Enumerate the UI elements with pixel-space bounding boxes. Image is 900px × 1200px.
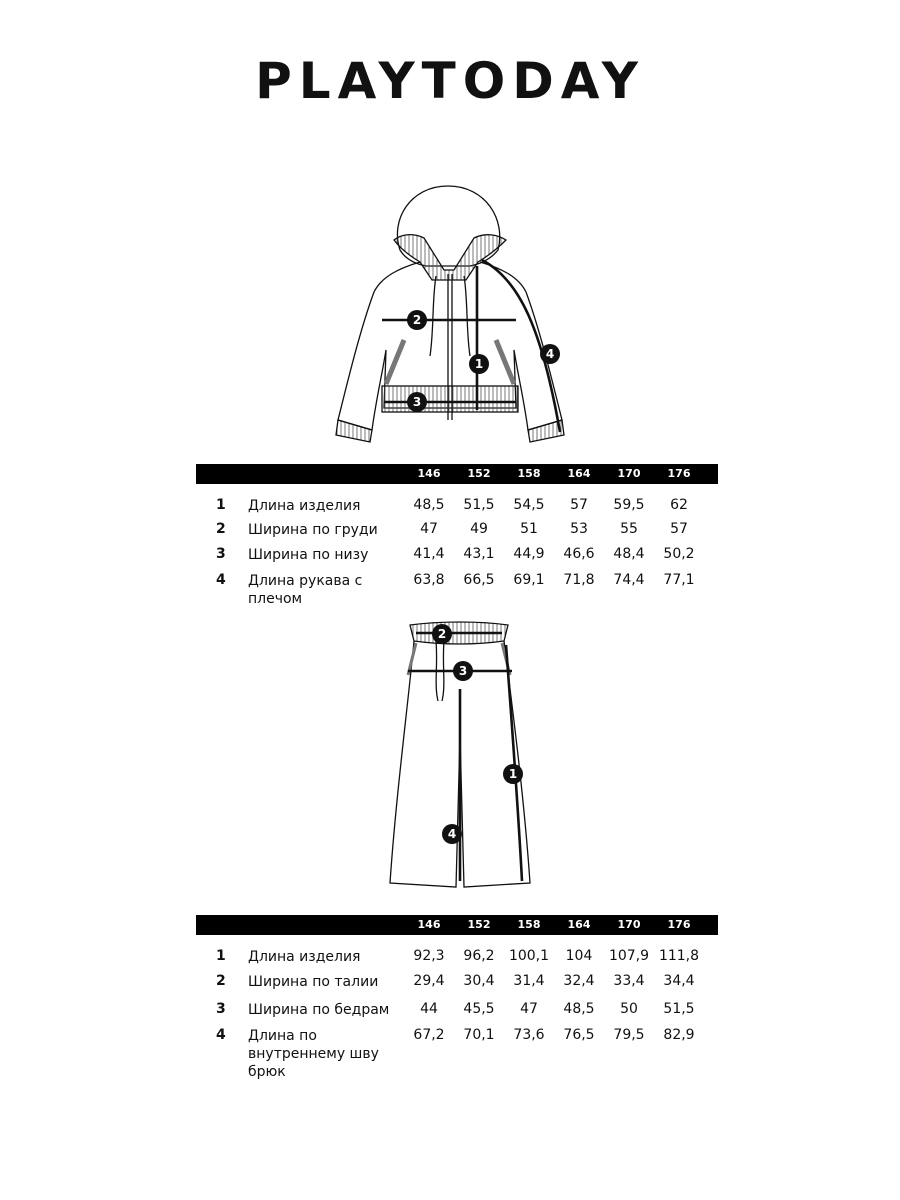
cell-value: 29,4 bbox=[413, 973, 445, 989]
cell-value: 70,1 bbox=[463, 1027, 495, 1043]
cell-value: 76,5 bbox=[563, 1027, 595, 1043]
cell-value: 57 bbox=[670, 521, 688, 537]
cell-value: 74,4 bbox=[613, 572, 645, 588]
cell-value: 82,9 bbox=[663, 1027, 695, 1043]
row-number: 3 bbox=[216, 1001, 226, 1017]
cell-value: 48,4 bbox=[613, 546, 645, 562]
cell-value: 55 bbox=[620, 521, 638, 537]
brand-logo: PLAYTODAY bbox=[255, 52, 645, 110]
size-label: 170 bbox=[617, 467, 641, 480]
callout-2: 2 bbox=[432, 624, 452, 644]
cell-value: 51,5 bbox=[463, 497, 495, 513]
cell-value: 67,2 bbox=[413, 1027, 445, 1043]
row-label: Длина рукава с плечом bbox=[248, 573, 363, 607]
cell-value: 49 bbox=[470, 521, 488, 537]
size-label: 152 bbox=[467, 918, 491, 931]
size-label: 176 bbox=[667, 918, 691, 931]
row-label: Длина изделия bbox=[248, 949, 361, 965]
cell-value: 51 bbox=[520, 521, 538, 537]
callout-4: 4 bbox=[540, 344, 560, 364]
cell-value: 53 bbox=[570, 521, 588, 537]
cell-value: 63,8 bbox=[413, 572, 445, 588]
cell-value: 48,5 bbox=[413, 497, 445, 513]
cell-value: 43,1 bbox=[463, 546, 495, 562]
row-label: Ширина по низу bbox=[248, 547, 369, 563]
cell-value: 57 bbox=[570, 497, 588, 513]
size-label: 146 bbox=[417, 918, 441, 931]
size-header bbox=[196, 464, 718, 484]
size-label: 170 bbox=[617, 918, 641, 931]
cell-value: 48,5 bbox=[563, 1001, 595, 1017]
cell-value: 51,5 bbox=[663, 1001, 695, 1017]
jacket-size-table bbox=[196, 464, 718, 614]
cell-value: 66,5 bbox=[463, 572, 495, 588]
cell-value: 107,9 bbox=[608, 948, 650, 964]
cell-value: 44,9 bbox=[513, 546, 545, 562]
size-label: 176 bbox=[667, 467, 691, 480]
size-header bbox=[196, 915, 718, 935]
cell-value: 50,2 bbox=[663, 546, 695, 562]
row-label: Ширина по груди bbox=[248, 522, 378, 538]
cell-value: 69,1 bbox=[513, 572, 545, 588]
size-label: 152 bbox=[467, 467, 491, 480]
cell-value: 59,5 bbox=[613, 497, 645, 513]
cell-value: 44 bbox=[420, 1001, 438, 1017]
row-number: 2 bbox=[216, 521, 226, 537]
row-number: 1 bbox=[216, 948, 226, 964]
row-number: 2 bbox=[216, 973, 226, 989]
cell-value: 54,5 bbox=[513, 497, 545, 513]
row-label: Ширина по талии bbox=[248, 974, 379, 990]
cell-value: 47 bbox=[520, 1001, 538, 1017]
pants-sketch bbox=[380, 615, 540, 895]
callout-3: 3 bbox=[407, 392, 427, 412]
cell-value: 47 bbox=[420, 521, 438, 537]
size-label: 158 bbox=[517, 467, 541, 480]
row-label: Длина изделия bbox=[248, 498, 361, 514]
callout-1: 1 bbox=[469, 354, 489, 374]
cell-value: 92,3 bbox=[413, 948, 445, 964]
cell-value: 31,4 bbox=[513, 973, 545, 989]
pants-size-table bbox=[196, 915, 718, 1085]
cell-value: 104 bbox=[565, 948, 593, 964]
size-label: 164 bbox=[567, 467, 591, 480]
size-label: 146 bbox=[417, 467, 441, 480]
row-number: 1 bbox=[216, 497, 226, 513]
cell-value: 79,5 bbox=[613, 1027, 645, 1043]
cell-value: 33,4 bbox=[613, 973, 645, 989]
cell-value: 111,8 bbox=[658, 948, 700, 964]
cell-value: 30,4 bbox=[463, 973, 495, 989]
cell-value: 62 bbox=[670, 497, 688, 513]
hoodie-sketch bbox=[320, 180, 580, 445]
cell-value: 77,1 bbox=[663, 572, 695, 588]
row-number: 4 bbox=[216, 1027, 226, 1043]
cell-value: 100,1 bbox=[508, 948, 550, 964]
cell-value: 50 bbox=[620, 1001, 638, 1017]
row-label: Ширина по бедрам bbox=[248, 1002, 390, 1018]
cell-value: 46,6 bbox=[563, 546, 595, 562]
cell-value: 41,4 bbox=[413, 546, 445, 562]
callout-4: 4 bbox=[442, 824, 462, 844]
cell-value: 96,2 bbox=[463, 948, 495, 964]
row-number: 4 bbox=[216, 572, 226, 588]
cell-value: 32,4 bbox=[563, 973, 595, 989]
size-label: 164 bbox=[567, 918, 591, 931]
row-number: 3 bbox=[216, 546, 226, 562]
callout-2: 2 bbox=[407, 310, 427, 330]
cell-value: 71,8 bbox=[563, 572, 595, 588]
cell-value: 34,4 bbox=[663, 973, 695, 989]
cell-value: 73,6 bbox=[513, 1027, 545, 1043]
size-label: 158 bbox=[517, 918, 541, 931]
row-label: Длина по внутреннему шву брюк bbox=[248, 1028, 379, 1080]
callout-3: 3 bbox=[453, 661, 473, 681]
cell-value: 45,5 bbox=[463, 1001, 495, 1017]
callout-1: 1 bbox=[503, 764, 523, 784]
